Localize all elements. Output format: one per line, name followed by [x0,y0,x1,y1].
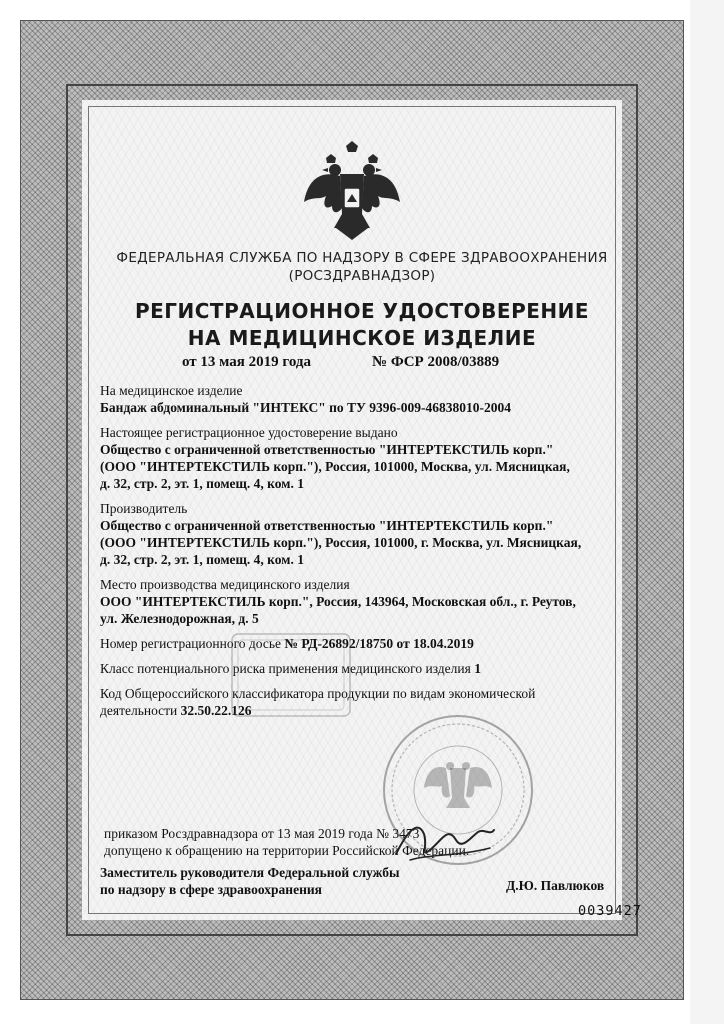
agency-name: ФЕДЕРАЛЬНАЯ СЛУЖБА ПО НАДЗОРУ В СФЕРЕ ЗДРАВООХРАНЕНИЯ [116,250,608,266]
manufacturer-label: Производитель [100,501,188,516]
okpd-label: Код Общероссийского классификатора продукции по видам экономической [100,686,536,701]
certificate-title: РЕГИСТРАЦИОННОЕ УДОСТОВЕРЕНИЕ [134,299,590,323]
device-name: Бандаж абдоминальный "ИНТЕКС" по ТУ 9396-009-46838010-2004 [100,400,511,415]
production-site-line1: ООО "ИНТЕРТЕКСТИЛЬ корп.", Россия, 143964, Московская обл., г. Реутов, [100,594,576,609]
risk-class-label: Класс потенциального риска применения медицинского изделия [100,661,471,676]
signatory-title-line2: по надзору в сфере здравоохранения [100,882,322,897]
okpd-label-end: деятельности [100,703,178,718]
page-edge [690,0,724,1024]
dossier-number: № РД-26892/18750 от 18.04.2019 [284,636,474,651]
order-line2: допущено к обращению на территории Российской Федерации. [104,843,470,858]
serial-number: 0039427 [578,903,642,919]
certificate-number: № ФСР 2008/03889 [372,354,500,370]
coat-of-arms-emblem [300,140,404,244]
issued-to-line3: д. 32, стр. 2, эт. 1, помещ. 4, ком. 1 [100,476,304,491]
issue-date: от 13 мая 2019 года [182,354,311,370]
manufacturer-line3: д. 32, стр. 2, эт. 1, помещ. 4, ком. 1 [100,552,304,567]
manufacturer-line1: Общество с ограниченной ответственностью "ИНТЕРТЕКСТИЛЬ корп." [100,518,554,533]
production-site-line2: ул. Железнодорожная, д. 5 [100,611,259,626]
signatory-title-line1: Заместитель руководителя Федеральной службы [100,865,400,880]
issued-to-label: Настоящее регистрационное удостоверение выдано [100,425,398,440]
okpd-code: 32.50.22.126 [180,703,252,718]
agency-abbreviation: (РОСЗДРАВНАДЗОР) [288,268,436,284]
manufacturer-line2: (ООО "ИНТЕРТЕКСТИЛЬ корп."), Россия, 101000, г. Москва, ул. Мясницкая, [100,535,582,550]
risk-class-value: 1 [474,661,481,676]
dossier-label: Номер регистрационного досье [100,636,282,651]
signatory-name: Д.Ю. Павлюков [506,878,605,893]
certificate-subtitle: НА МЕДИЦИНСКОЕ ИЗДЕЛИЕ [187,326,537,350]
handwritten-signature [390,810,500,870]
registration-stamp [228,630,354,720]
issued-to-line1: Общество с ограниченной ответственностью "ИНТЕРТЕКСТИЛЬ корп." [100,442,554,457]
device-label: На медицинское изделие [100,383,243,398]
issued-to-line2: (ООО "ИНТЕРТЕКСТИЛЬ корп."), Россия, 101000, Москва, ул. Мясницкая, [100,459,570,474]
order-line1: приказом Росздравнадзора от 13 мая 2019 года № 3473 [104,826,420,841]
production-site-label: Место производства медицинского изделия [100,577,350,592]
